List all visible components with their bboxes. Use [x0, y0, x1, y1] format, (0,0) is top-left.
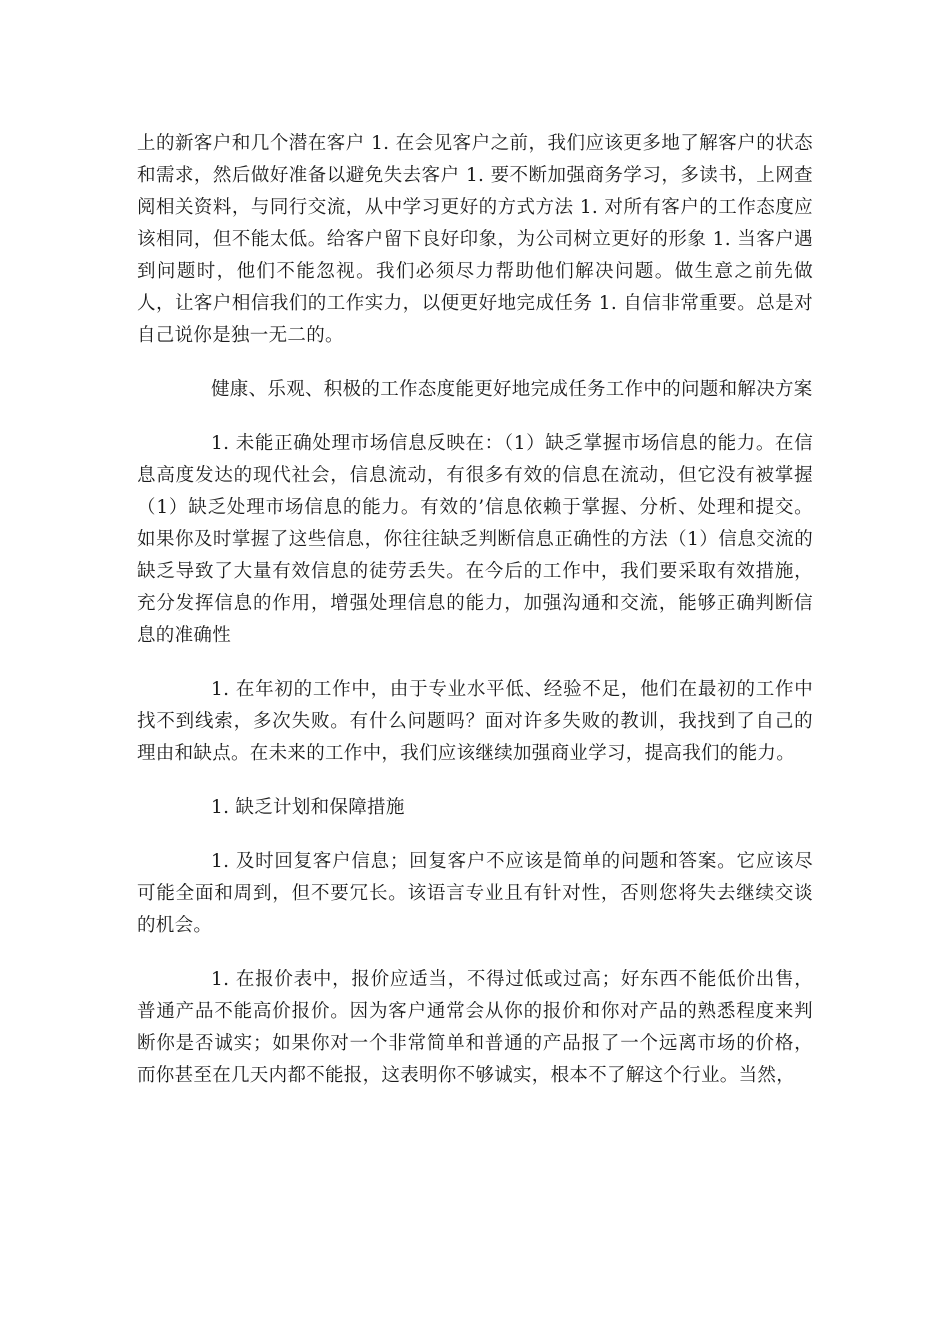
paragraph-continuation: 上的新客户和几个潜在客户 1. 在会见客户之前，我们应该更多地了解客户的状态和需求，然后做好准备以避免失去客户 1. 要不断加强商务学习，多读书，上网查阅相关资料，与同行交流，从中学习更好的方式方法 1. 对所有客户的工作态度应该相同，但不能太低。给客户留下良好印象，为公司树立更好的形象 1. 当客户遇到问题时，他们不能忽视。我们必须尽力帮助他们解决问题。做生意之前先做人，让客户相信我们的工作实力，以便更好地完成任务 1. 自信非常重要。总是对自己说你是独一无二的。 — [137, 133, 813, 346]
paragraph-heading-attitude: 健康、乐观、积极的工作态度能更好地完成任务工作中的问题和解决方案 — [211, 379, 813, 400]
paragraph-reply-customers: 1. 及时回复客户信息；回复客户不应该是简单的问题和答案。它应该尽可能全面和周到，但不要冗长。该语言专业且有针对性，否则您将失去继续交谈的机会。 — [137, 851, 813, 936]
paragraph-market-info: 1. 未能正确处理市场信息反映在：（1）缺乏掌握市场信息的能力。在信息高度发达的现代社会，信息流动，有很多有效的信息在流动，但它没有被掌握（1）缺乏处理市场信息的能力。有效的’信息依赖于掌握、分析、处理和提交。如果你及时掌握了这些信息，你往往缺乏判断信息正确性的方法（1）信息交流的缺乏导致了大量有效信息的徒劳丢失。在今后的工作中，我们要采取有效措施，充分发挥信息的作用，增强处理信息的能力，加强沟通和交流，能够正确判断信息的准确性 — [137, 433, 813, 646]
paragraph-quotation: 1. 在报价表中，报价应适当，不得过低或过高；好东西不能低价出售，普通产品不能高价报价。因为客户通常会从你的报价和你对产品的熟悉程度来判断你是否诚实；如果你对一个非常简单和普通的产品报了一个远离市场的价格，而你甚至在几天内都不能报，这表明你不够诚实，根本不了解这个行业。当然， — [137, 969, 813, 1086]
document-body — [137, 128, 813, 1114]
paragraph-early-work: 1. 在年初的工作中，由于专业水平低、经验不足，他们在最初的工作中找不到线索，多次失败。有什么问题吗？面对许多失败的教训，我找到了自己的理由和缺点。在未来的工作中，我们应该继续加强商业学习，提高我们的能力。 — [137, 679, 813, 764]
paragraph-lack-of-plan: 1. 缺乏计划和保障措施 — [211, 797, 405, 818]
